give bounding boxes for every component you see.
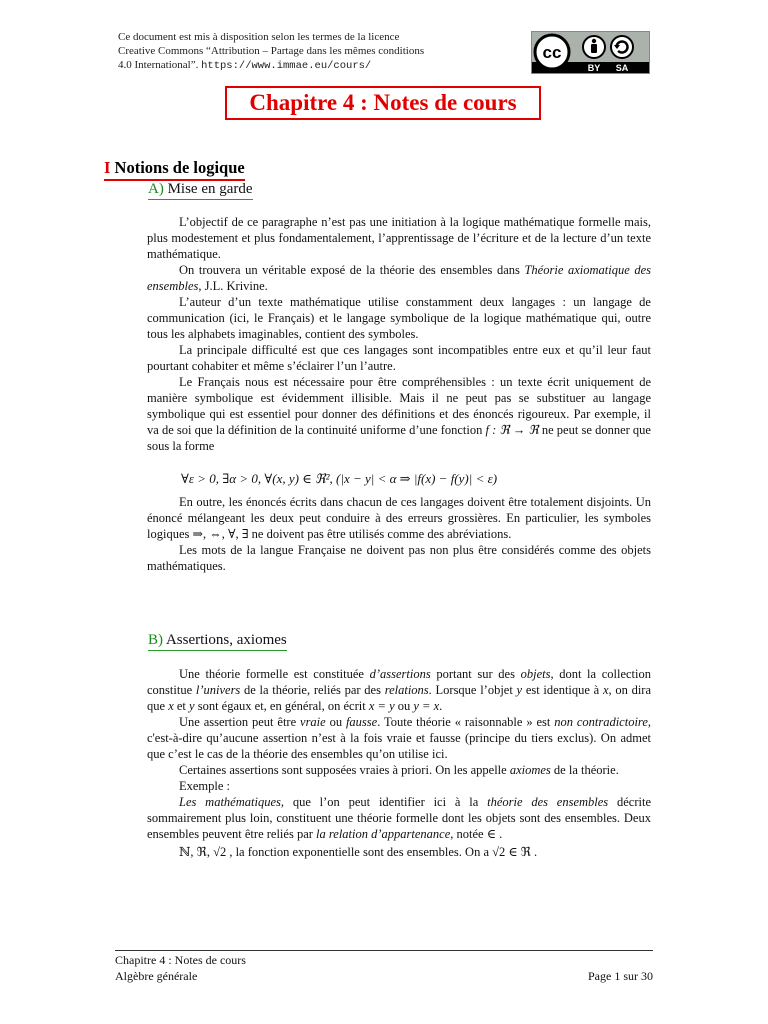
- subsection-title-a: Mise en garde: [167, 181, 253, 197]
- logic-symbols: ⇒, ⇔, ∀, ∃: [192, 527, 249, 541]
- subsection-letter-a: A): [148, 181, 164, 197]
- subsection-heading-a: [148, 180, 253, 200]
- subsection-title-b: Assertions, axiomes: [165, 632, 287, 648]
- paragraph: Une théorie formelle est constituée d’assertions portant sur des objets, dont la collection constitue l’univers de la théorie, reliés par des relations. Lorsque l’objet y est identique à x, on dira que x et y sont égaux et, en général, on écrit x = y ou y = x.: [147, 667, 651, 713]
- inline-formula: f : ℜ → ℜ: [485, 423, 539, 437]
- section-title: Notions de logique: [114, 158, 245, 177]
- share-alike-icon: [611, 36, 633, 58]
- paragraph: Les mots de la langue Française ne doivent pas non plus être considérés comme des objets mathématiques.: [147, 543, 651, 573]
- paragraph: Le Français nous est nécessaire pour être compréhensibles : un texte écrit uniquement de manière symbolique est évidemment illisible. Mais il ne peut pas se substituer au langage symbolique qui est essentiel pour donner des définitions et des énoncés rigoureux. Par exemple, il va de soi que la définition de la continuité uniforme d’une fonction f : ℜ → ℜ ne peut se donner que sous la forme: [147, 375, 651, 453]
- footer-course: Algèbre générale: [115, 969, 198, 983]
- paragraph: L’auteur d’un texte mathématique utilise constamment deux langages : un langage de communication (ici, le Français) et le langage symbolique de la logique mathématique qui, outre tous les alphabets imaginables, contient des symboles.: [147, 295, 651, 341]
- cc-badge-graphic: [532, 32, 649, 73]
- footer-chapter: Chapitre 4 : Notes de cours: [115, 953, 246, 967]
- footer-page-number: Page 1 sur 30: [588, 969, 653, 983]
- paragraph: Exemple :: [179, 779, 231, 793]
- license-line-3-text: 4.0 International”.: [118, 59, 199, 71]
- paragraph: Les mathématiques, que l’on peut identifier ici à la théorie des ensembles décrite sommairement plus loin, constituent une théorie formelle dont les objets sont des ensembles. Deux ensembles peuvent être reliés par la relation d’appartenance, notée ∈ .: [147, 795, 651, 841]
- subsection-letter-b: B): [148, 632, 163, 648]
- section-number: I: [104, 158, 111, 177]
- section-heading-1: [104, 158, 245, 181]
- book-title: Théorie axiomatique des ensembles: [147, 263, 651, 293]
- paragraph: ℕ, ℜ, √2 , la fonction exponentielle sont des ensembles. On a √2 ∈ ℜ .: [179, 845, 538, 859]
- paragraph: La principale difficulté est que ces langages sont incompatibles entre eux et qu’il leur faut pourtant cohabiter et même s’éclairer l’un l’autre.: [147, 343, 651, 373]
- paragraph: En outre, les énoncés écrits dans chacun de ces langages doivent être totalement disjoints. Un énoncé mélangeant les deux peut conduire à des erreurs grossières. En particulier, les symboles logiques ⇒, ⇔, ∀, ∃ ne doivent pas être utilisés comme des abréviations.: [147, 495, 651, 541]
- part-a-body-continued: [147, 494, 651, 574]
- license-line-1: Ce document est mis à disposition selon les termes de la licence: [118, 31, 400, 43]
- sa-label: SA: [615, 63, 629, 73]
- license-notice: [118, 30, 498, 73]
- cc-by-sa-badge[interactable]: [531, 31, 650, 74]
- paragraph: Une assertion peut être vraie ou fausse. Toute théorie « raisonnable » est non contradictoire, c'est-à-dire qu’aucune assertion n’est à la fois vraie et fausse (principe du tiers exclus). On admet que c’est le cas de la théorie des ensembles qu’on utilise ici.: [147, 715, 652, 761]
- by-label: BY: [587, 63, 601, 73]
- license-line-2: Creative Commons “Attribution – Partage dans les mêmes conditions: [118, 45, 425, 57]
- footer-divider: [115, 950, 653, 951]
- part-a-body: [147, 214, 651, 454]
- license-url[interactable]: https://www.immae.eu/cours/: [201, 60, 372, 72]
- license-line-3: [118, 58, 498, 73]
- paragraph: On trouvera un véritable exposé de la théorie des ensembles dans Théorie axiomatique des ensembles, J.L. Krivine.: [147, 263, 651, 293]
- part-b-body: [147, 666, 651, 860]
- subsection-heading-b: [148, 631, 287, 651]
- uniform-continuity-formula: ∀ε > 0, ∃α > 0, ∀(x, y) ∈ ℜ², (|x − y| < α ⇒ |f(x) − f(y)| < ε): [181, 471, 498, 486]
- inline-formula: √2 ∈ ℜ: [492, 845, 531, 859]
- paragraph: L’objectif de ce paragraphe n’est pas une initiation à la logique mathématique formelle mais, plus modestement et plus fondamentalement, l’apprentissage de l’écriture et de la lecture d’un texte mathématique.: [147, 215, 651, 261]
- cc-logo-text: cc: [542, 43, 562, 62]
- paragraph: Certaines assertions sont supposées vraies à priori. On les appelle axiomes de la théorie.: [179, 763, 619, 777]
- chapter-title: Chapitre 4 : Notes de cours: [225, 86, 541, 120]
